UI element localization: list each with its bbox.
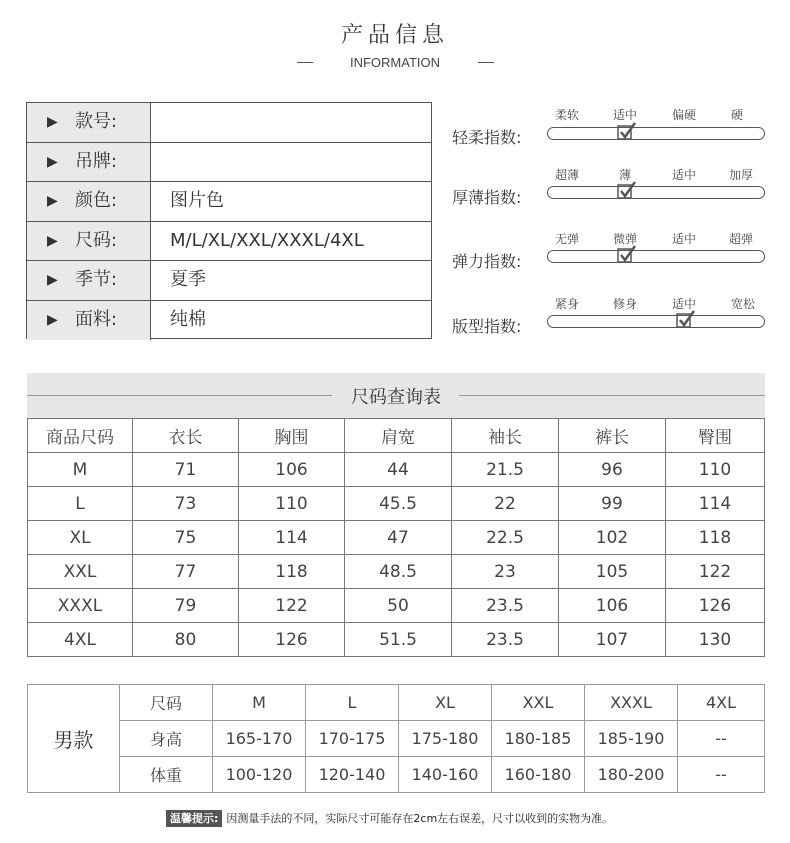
table-cell: 165-170 xyxy=(213,721,306,757)
table-cell: 180-185 xyxy=(492,721,585,757)
table-row xyxy=(28,623,765,657)
info-value: 图片色 xyxy=(170,190,224,211)
table-cell: 73 xyxy=(133,487,239,521)
column-header: 商品尺码 xyxy=(28,419,133,453)
table-row xyxy=(28,685,765,721)
table-cell: M xyxy=(28,453,133,487)
info-label-cell xyxy=(27,222,151,261)
table-cell: -- xyxy=(678,757,765,793)
info-row-tag xyxy=(27,143,431,183)
table-cell: 122 xyxy=(666,555,765,589)
table-row xyxy=(28,487,765,521)
column-header: XL xyxy=(399,685,492,721)
table-cell: 114 xyxy=(666,487,765,521)
table-cell: L xyxy=(28,487,133,521)
info-label: 吊牌: xyxy=(75,150,118,172)
index-tick: 微弹 xyxy=(613,232,638,246)
product-info-table xyxy=(26,102,432,339)
table-cell: 99 xyxy=(559,487,666,521)
table-cell: 106 xyxy=(559,589,666,623)
column-header: 衣长 xyxy=(133,419,239,453)
table-cell: XXXL xyxy=(28,589,133,623)
size-table-banner xyxy=(27,373,765,418)
table-cell: 47 xyxy=(345,521,452,555)
index-label: 轻柔指数: xyxy=(452,128,522,147)
info-value: M/L/XL/XXL/XXXL/4XL xyxy=(170,229,364,251)
info-row-fabric xyxy=(27,301,431,341)
index-tick: 无弹 xyxy=(555,232,580,246)
column-header: 肩宽 xyxy=(345,419,452,453)
info-label-cell xyxy=(27,103,151,142)
table-cell: 21.5 xyxy=(452,453,559,487)
row-header: 体重 xyxy=(120,757,213,793)
table-cell: 48.5 xyxy=(345,555,452,589)
table-cell: 100-120 xyxy=(213,757,306,793)
column-header: L xyxy=(306,685,399,721)
index-bar xyxy=(547,127,765,140)
info-label-cell xyxy=(27,301,151,341)
table-cell: 45.5 xyxy=(345,487,452,521)
table-cell: 180-200 xyxy=(585,757,678,793)
info-row-style-no xyxy=(27,103,431,143)
index-tick: 适中 xyxy=(672,232,697,246)
table-cell: 140-160 xyxy=(399,757,492,793)
subtitle-dash-right xyxy=(478,62,494,63)
table-cell: 75 xyxy=(133,521,239,555)
measurement-note xyxy=(166,810,613,826)
table-cell: 160-180 xyxy=(492,757,585,793)
table-cell: 175-180 xyxy=(399,721,492,757)
table-cell: 80 xyxy=(133,623,239,657)
info-label: 季节: xyxy=(75,269,118,290)
info-label: 面料: xyxy=(75,308,118,330)
info-row-color xyxy=(27,182,431,222)
table-row xyxy=(28,521,765,555)
triangle-icon: ▶ xyxy=(47,153,58,170)
banner-line-right xyxy=(459,395,765,396)
column-header: 4XL xyxy=(678,685,765,721)
note-tag: 温馨提示: xyxy=(166,810,222,827)
info-label: 颜色: xyxy=(75,190,118,211)
triangle-icon: ▶ xyxy=(47,311,58,328)
index-tick: 超薄 xyxy=(555,168,580,182)
table-cell: 118 xyxy=(239,555,345,589)
index-tick: 适中 xyxy=(672,297,697,311)
index-tick: 偏硬 xyxy=(672,108,697,122)
index-tick: 加厚 xyxy=(729,168,754,182)
table-row xyxy=(28,453,765,487)
column-header: 裤长 xyxy=(559,419,666,453)
table-cell: 130 xyxy=(666,623,765,657)
page-subtitle: INFORMATION xyxy=(349,55,441,70)
table-cell: 51.5 xyxy=(345,623,452,657)
table-cell: 126 xyxy=(666,589,765,623)
gender-group-cell: 男款 xyxy=(28,685,120,793)
index-tick: 硬 xyxy=(731,108,744,122)
table-cell: 126 xyxy=(239,623,345,657)
table-cell: 185-190 xyxy=(585,721,678,757)
row-header: 尺码 xyxy=(120,685,213,721)
table-row xyxy=(28,721,765,757)
checkmark-icon xyxy=(617,180,637,200)
triangle-icon: ▶ xyxy=(47,272,58,288)
table-cell: 23.5 xyxy=(452,589,559,623)
table-cell: XL xyxy=(28,521,133,555)
index-bar xyxy=(547,250,765,263)
note-text: 因测量手法的不同，实际尺寸可能存在2cm左右误差，尺寸以收到的实物为准。 xyxy=(226,812,614,825)
table-cell: 71 xyxy=(133,453,239,487)
table-row xyxy=(28,757,765,793)
index-tick: 超弹 xyxy=(729,232,754,246)
info-value: 夏季 xyxy=(170,269,206,290)
checkmark-icon xyxy=(617,244,637,264)
table-cell: 122 xyxy=(239,589,345,623)
table-cell: 110 xyxy=(666,453,765,487)
table-cell: 118 xyxy=(666,521,765,555)
index-tick: 柔软 xyxy=(555,108,580,122)
body-size-table xyxy=(27,684,765,793)
column-header: 袖长 xyxy=(452,419,559,453)
index-tick: 宽松 xyxy=(731,297,756,311)
table-cell: 4XL xyxy=(28,623,133,657)
triangle-icon: ▶ xyxy=(47,114,58,130)
table-cell: 50 xyxy=(345,589,452,623)
triangle-icon: ▶ xyxy=(47,232,58,249)
table-cell: 170-175 xyxy=(306,721,399,757)
table-row xyxy=(28,589,765,623)
index-label: 版型指数: xyxy=(452,317,522,336)
column-header: 胸围 xyxy=(239,419,345,453)
row-header: 身高 xyxy=(120,721,213,757)
table-cell: 22.5 xyxy=(452,521,559,555)
info-value: 纯棉 xyxy=(170,308,206,330)
index-tick: 紧身 xyxy=(555,297,580,311)
index-label: 厚薄指数: xyxy=(452,188,522,207)
table-cell: 102 xyxy=(559,521,666,555)
table-cell: 114 xyxy=(239,521,345,555)
info-row-size xyxy=(27,222,431,262)
table-cell: 120-140 xyxy=(306,757,399,793)
table-cell: -- xyxy=(678,721,765,757)
info-label: 尺码: xyxy=(75,229,118,251)
checkmark-icon xyxy=(676,309,696,329)
info-label-cell xyxy=(27,143,151,182)
column-header: M xyxy=(213,685,306,721)
table-cell: 44 xyxy=(345,453,452,487)
table-cell: 106 xyxy=(239,453,345,487)
column-header: 臀围 xyxy=(666,419,765,453)
index-bar xyxy=(547,315,765,328)
info-row-season xyxy=(27,261,431,301)
table-cell: 107 xyxy=(559,623,666,657)
index-tick: 适中 xyxy=(672,168,697,182)
table-cell: 96 xyxy=(559,453,666,487)
checkmark-icon xyxy=(617,121,637,141)
table-cell: 79 xyxy=(133,589,239,623)
index-label: 弹力指数: xyxy=(452,252,522,271)
table-cell: XXL xyxy=(28,555,133,589)
index-tick: 修身 xyxy=(613,297,638,311)
page-title: 产品信息 xyxy=(340,23,449,48)
table-cell: 105 xyxy=(559,555,666,589)
triangle-icon: ▶ xyxy=(47,193,58,209)
index-tick: 适中 xyxy=(613,108,638,122)
table-header-row xyxy=(28,419,765,453)
index-bar xyxy=(547,186,765,199)
table-row xyxy=(28,555,765,589)
info-label: 款号: xyxy=(75,111,118,132)
size-table xyxy=(27,418,765,657)
column-header: XXXL xyxy=(585,685,678,721)
table-cell: 110 xyxy=(239,487,345,521)
table-cell: 23.5 xyxy=(452,623,559,657)
column-header: XXL xyxy=(492,685,585,721)
info-label-cell xyxy=(27,182,151,221)
index-tick: 薄 xyxy=(619,168,632,182)
table-cell: 22 xyxy=(452,487,559,521)
info-label-cell xyxy=(27,261,151,300)
size-table-title: 尺码查询表 xyxy=(351,387,441,408)
table-cell: 23 xyxy=(452,555,559,589)
table-cell: 77 xyxy=(133,555,239,589)
